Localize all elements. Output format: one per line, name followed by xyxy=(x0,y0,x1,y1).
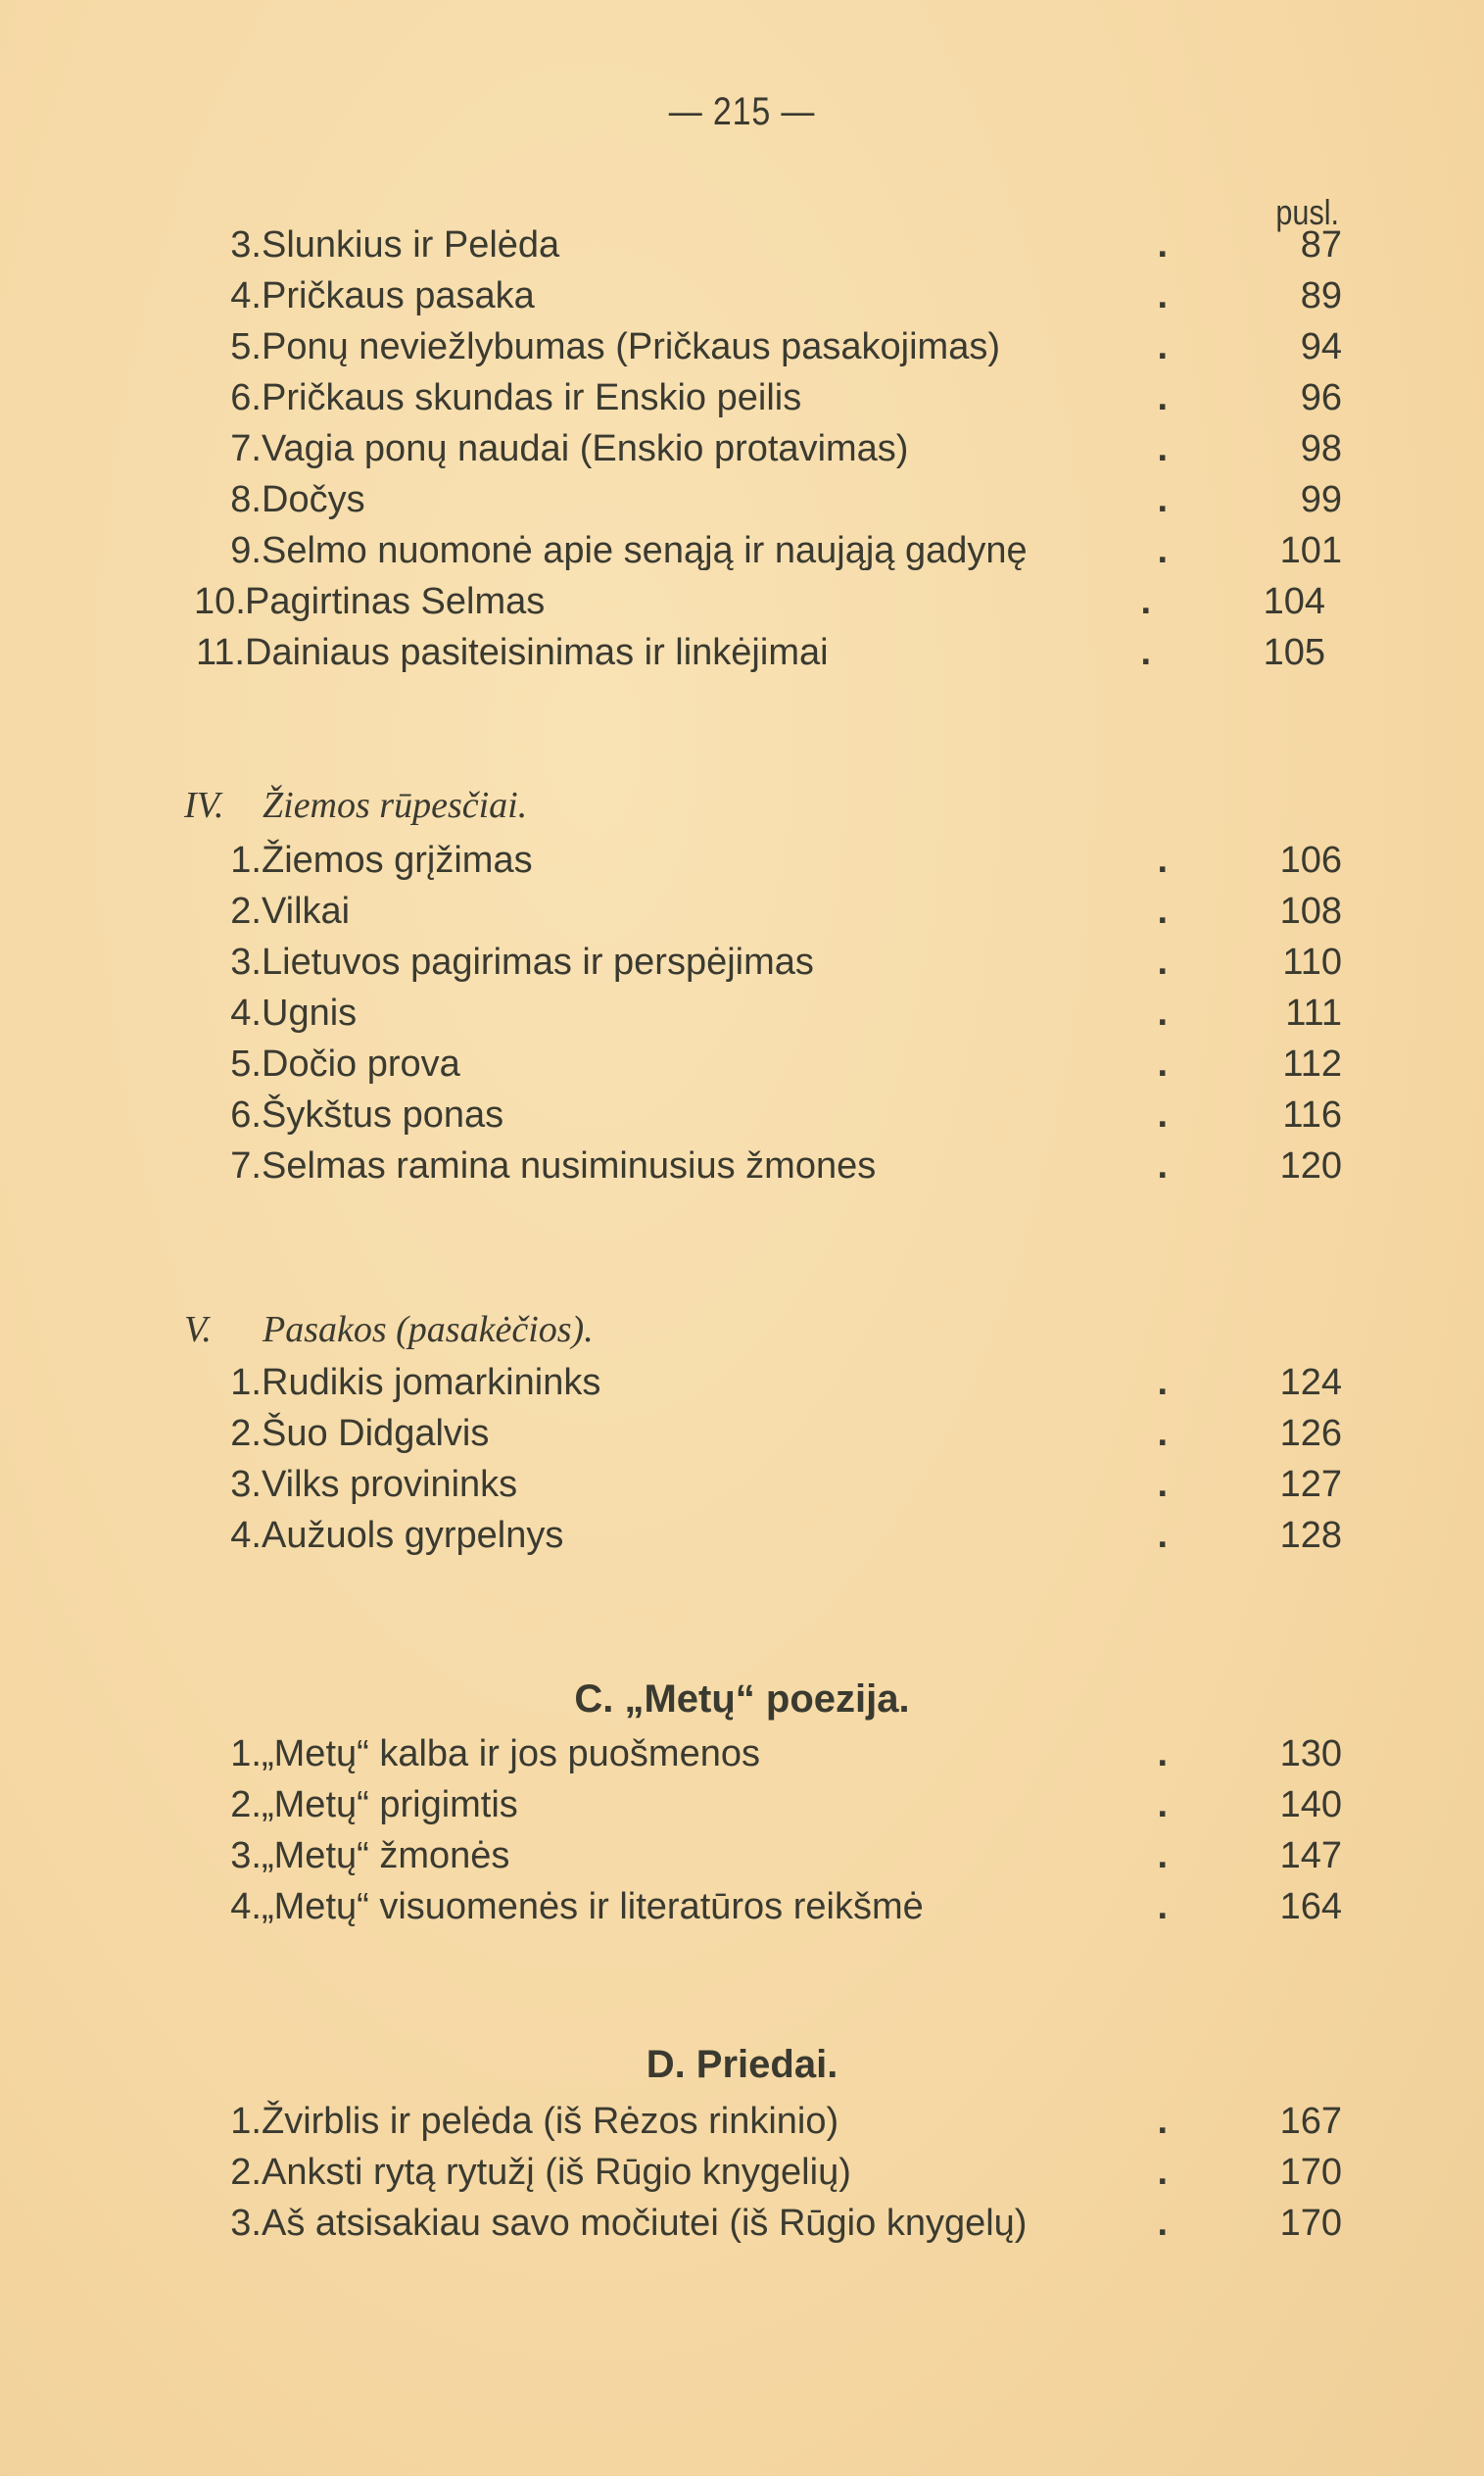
entry-number: 2. xyxy=(230,1784,262,1825)
entry-number: 7. xyxy=(230,1145,262,1187)
entry-page: 167 xyxy=(1279,2101,1342,2142)
entry-title: „Metų“ kalba ir jos puošmenos xyxy=(262,1733,760,1774)
leader-dots: . xyxy=(1157,891,1224,932)
entry-page: 120 xyxy=(1279,1145,1342,1187)
entry-title: Žiemos grįžimas xyxy=(262,840,533,881)
entry-title: Ugnis xyxy=(262,993,358,1034)
leader-dots: . xyxy=(1157,2101,1224,2142)
leader-dots: . xyxy=(1157,1515,1224,1556)
leader-dots: . xyxy=(1157,2152,1224,2193)
entry-page: 108 xyxy=(1279,891,1342,932)
entry-title: Ponų neviežlybumas (Pričkaus pasakojimas) xyxy=(262,326,1000,367)
leader-dots: . xyxy=(1157,479,1224,520)
entry-number: 10. xyxy=(194,581,246,622)
leader-dots: . xyxy=(1140,632,1208,673)
entry-page: 87 xyxy=(1300,224,1342,266)
entry-page: 170 xyxy=(1279,2152,1342,2193)
entry-number: 6. xyxy=(230,1094,262,1136)
leader-dots: . xyxy=(1157,942,1224,983)
entry-page: 128 xyxy=(1279,1515,1342,1556)
entry-page: 126 xyxy=(1279,1413,1342,1454)
toc-entry xyxy=(211,423,1342,474)
leader-dots: . xyxy=(1157,377,1224,418)
entry-title: Selmo nuomonė apie senąją ir naująją gadynę xyxy=(262,530,1028,571)
entry-number: 6. xyxy=(230,377,262,418)
toc-entry xyxy=(211,886,1342,937)
toc-entry xyxy=(211,2147,1342,2198)
toc-entry xyxy=(211,1728,1342,1779)
entry-page: 106 xyxy=(1279,840,1342,881)
entry-title: Rudikis jomarkininks xyxy=(262,1362,601,1403)
leader-dots: . xyxy=(1157,224,1224,266)
entry-title: Dočio prova xyxy=(262,1044,460,1085)
toc-entry xyxy=(211,372,1342,423)
entry-page: 170 xyxy=(1279,2203,1342,2244)
page-number: — 215 — xyxy=(668,90,816,133)
page-column-label: pusl. xyxy=(1275,192,1339,232)
entry-title: Šuo Didgalvis xyxy=(262,1413,490,1454)
entry-title: „Metų“ žmonės xyxy=(262,1835,510,1876)
toc-entry xyxy=(211,1090,1342,1141)
toc-entry xyxy=(211,1830,1342,1881)
entry-title: Slunkius ir Pelėda xyxy=(262,224,560,266)
leader-dots: . xyxy=(1157,530,1224,571)
entry-page: 101 xyxy=(1279,530,1342,571)
entry-number: 3. xyxy=(230,2203,262,2244)
toc-entry xyxy=(211,835,1342,886)
leader-dots: . xyxy=(1157,2203,1224,2244)
section-heading xyxy=(184,784,527,827)
leader-dots: . xyxy=(1157,1094,1224,1136)
entry-page: 111 xyxy=(1285,993,1342,1034)
toc-entry xyxy=(211,2198,1342,2249)
entry-page: 140 xyxy=(1279,1784,1342,1825)
leader-dots: . xyxy=(1157,428,1224,469)
entry-title: Anksti rytą rytužį (iš Rūgio knygelių) xyxy=(262,2152,851,2193)
leader-dots: . xyxy=(1157,840,1224,881)
toc-entry xyxy=(211,988,1342,1039)
toc-entry xyxy=(211,270,1342,321)
entry-page: 127 xyxy=(1279,1464,1342,1505)
entry-page: 124 xyxy=(1279,1362,1342,1403)
leader-dots: . xyxy=(1157,1733,1224,1774)
entry-title: Vilkai xyxy=(262,891,351,932)
toc-entry xyxy=(211,474,1342,525)
leader-dots: . xyxy=(1157,1362,1224,1403)
toc-entry xyxy=(211,1408,1342,1459)
entry-number: 9. xyxy=(230,530,262,571)
entry-title: Dočys xyxy=(262,479,365,520)
entry-number: 4. xyxy=(230,1515,262,1556)
entry-page: 104 xyxy=(1263,581,1325,622)
entry-title: Žvirblis ir pelėda (iš Rėzos rinkinio) xyxy=(262,2101,839,2142)
leader-dots: . xyxy=(1157,1464,1224,1505)
entry-page: 116 xyxy=(1282,1094,1342,1136)
entry-title: Aš atsisakiau savo močiutei (iš Rūgio knygelų) xyxy=(262,2203,1028,2244)
entry-number: 2. xyxy=(230,2152,262,2193)
entry-number: 5. xyxy=(230,1044,262,1085)
section-heading xyxy=(184,1308,594,1351)
section-title: Žiemos rūpesčiai. xyxy=(263,785,528,826)
toc-entry xyxy=(211,1779,1342,1830)
entry-page: 105 xyxy=(1263,632,1325,673)
toc-entry xyxy=(211,1357,1342,1408)
entry-title: Pagirtinas Selmas xyxy=(245,581,546,622)
entry-page: 130 xyxy=(1279,1733,1342,1774)
toc-entry xyxy=(194,627,1325,678)
leader-dots: . xyxy=(1157,1044,1224,1085)
entry-page: 164 xyxy=(1279,1886,1342,1927)
leader-dots: . xyxy=(1157,1886,1224,1927)
leader-dots: . xyxy=(1157,1145,1224,1187)
entry-page: 99 xyxy=(1300,479,1342,520)
toc-entry xyxy=(211,1510,1342,1561)
toc-entry xyxy=(211,1039,1342,1090)
entry-number: 1. xyxy=(230,840,262,881)
entry-title: „Metų“ prigimtis xyxy=(262,1784,518,1825)
entry-title: Šykštus ponas xyxy=(262,1094,504,1136)
entry-title: Dainiaus pasiteisinimas ir linkėjimai xyxy=(245,632,829,673)
section-heading: D. Priedai. xyxy=(646,2043,838,2086)
toc-entry xyxy=(194,576,1325,627)
entry-page: 147 xyxy=(1279,1835,1342,1876)
entry-number: 3. xyxy=(230,224,262,266)
entry-page: 96 xyxy=(1300,377,1342,418)
leader-dots: . xyxy=(1157,1835,1224,1876)
entry-number: 1. xyxy=(230,1733,262,1774)
entry-number: 3. xyxy=(230,942,262,983)
entry-number: 2. xyxy=(230,1413,262,1454)
entry-page: 89 xyxy=(1300,275,1342,316)
leader-dots: . xyxy=(1157,275,1224,316)
entry-number: 3. xyxy=(230,1464,262,1505)
leader-dots: . xyxy=(1140,581,1208,622)
entry-title: Vagia ponų naudai (Enskio protavimas) xyxy=(262,428,909,469)
section-roman: V. xyxy=(184,1309,212,1350)
entry-title: Lietuvos pagirimas ir perspėjimas xyxy=(262,942,814,983)
entry-page: 98 xyxy=(1300,428,1342,469)
entry-number: 4. xyxy=(230,1886,262,1927)
entry-number: 11. xyxy=(195,632,245,673)
toc-entry xyxy=(211,321,1342,372)
toc-entry xyxy=(211,1881,1342,1932)
toc-entry xyxy=(211,2096,1342,2147)
leader-dots: . xyxy=(1157,993,1224,1034)
entry-number: 4. xyxy=(230,275,262,316)
entry-title: Selmas ramina nusiminusius žmones xyxy=(262,1145,877,1187)
entry-title: „Metų“ visuomenės ir literatūros reikšmė xyxy=(262,1886,924,1927)
entry-number: 1. xyxy=(230,2101,262,2142)
entry-number: 3. xyxy=(230,1835,262,1876)
entry-number: 5. xyxy=(230,326,262,367)
leader-dots: . xyxy=(1157,326,1224,367)
section-roman: IV. xyxy=(184,785,224,826)
entry-title: Pričkaus skundas ir Enskio peilis xyxy=(262,377,802,418)
entry-number: 7. xyxy=(230,428,262,469)
section-title: Pasakos (pasakėčios). xyxy=(263,1309,594,1350)
toc-entry xyxy=(211,1459,1342,1510)
leader-dots: . xyxy=(1157,1784,1224,1825)
entry-title: Aužuols gyrpelnys xyxy=(262,1515,564,1556)
leader-dots: . xyxy=(1157,1413,1224,1454)
toc-entry xyxy=(211,937,1342,988)
section-heading: C. „Metų“ poezija. xyxy=(574,1677,910,1721)
entry-number: 1. xyxy=(230,1362,262,1403)
toc-entry xyxy=(211,525,1342,576)
entry-number: 8. xyxy=(230,479,262,520)
entry-page: 110 xyxy=(1282,942,1342,983)
toc-entry xyxy=(211,1141,1342,1191)
entry-number: 2. xyxy=(230,891,262,932)
entry-number: 4. xyxy=(230,993,262,1034)
entry-title: Pričkaus pasaka xyxy=(262,275,535,316)
toc-entry xyxy=(211,219,1342,270)
entry-page: 112 xyxy=(1282,1044,1342,1085)
entry-title: Vilks provininks xyxy=(262,1464,518,1505)
entry-page: 94 xyxy=(1300,326,1342,367)
